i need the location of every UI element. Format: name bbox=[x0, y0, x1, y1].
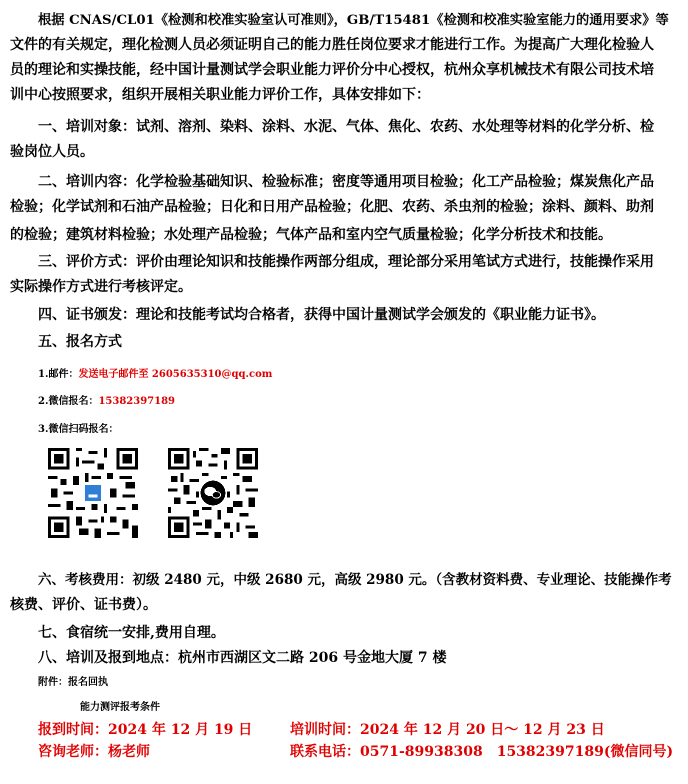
wechat-label: 2.微信报名： bbox=[38, 396, 99, 407]
wechat-value: 15382397189 bbox=[98, 396, 175, 407]
section-5-heading: 五、报名方式 bbox=[38, 334, 122, 350]
registration-wechat bbox=[38, 389, 688, 414]
qr-code-wechat[interactable] bbox=[168, 448, 258, 538]
consultant-teacher: 咨询老师：杨老师 bbox=[38, 744, 150, 760]
section-8: 八、培训及报到地点：杭州市西湖区文二路 206 号金地大厦 7 楼 bbox=[38, 650, 447, 666]
intro-line-4: 训中心按照要求，组织开展相关职业能力评价工作，具体安排如下： bbox=[10, 87, 430, 103]
section-6-line-2: 核费、评价、证书费）。 bbox=[10, 597, 157, 613]
deadline-time: 报到时间：2024 年 12 月 19 日 bbox=[38, 722, 253, 738]
contact-phone: 联系电话：0571-89938308 15382397189(微信同号) bbox=[290, 744, 674, 760]
section-3-line-2: 实际操作方式进行考核评定。 bbox=[10, 279, 192, 295]
section-1-line-1: 一、培训对象：试剂、溶剂、染料、涂料、水泥、气体、焦化、农药、水处理等材料的化学分析、检 bbox=[38, 119, 654, 135]
attachment-item: 能力测评报考条件 bbox=[80, 702, 160, 713]
section-3-line-1: 三、评价方式：评价由理论知识和技能操作两部分组成，理论部分采用笔试方式进行，技能操作采用 bbox=[38, 254, 654, 270]
qr-code-registration[interactable] bbox=[48, 448, 138, 538]
email-label: 1.邮件： bbox=[38, 369, 79, 380]
registration-scan-label: 3.微信扫码报名： bbox=[38, 424, 119, 435]
intro-line-2: 文件的有关规定，理化检测人员必须证明自己的能力胜任岗位要求才能进行工作。为提高广大理化检验人 bbox=[10, 37, 654, 53]
attachment-label: 附件：报名回执 bbox=[38, 677, 108, 688]
section-2-line-3: 的检验；建筑材料检验；水处理产品检验；气体产品和室内空气质量检验；化学分析技术和技能。 bbox=[10, 227, 612, 243]
email-value[interactable]: 发送电子邮件至 2605635310@qq.com bbox=[78, 369, 273, 380]
training-time: 培训时间：2024 年 12 月 20 日～ 12 月 23 日 bbox=[290, 722, 605, 738]
section-1-line-2: 验岗位人员。 bbox=[10, 144, 94, 160]
intro-line-1: 根据 CNAS/CL01《检测和校准实验室认可准则》，GB/T15481《检测和校准实验室能力的通用要求》等 bbox=[38, 13, 669, 28]
section-2-line-2: 检验；化学试剂和石油产品检验；日化和日用产品检验；化肥、农药、杀虫剂的检验；涂料、颜料、助剂 bbox=[10, 199, 654, 215]
section-7: 七、食宿统一安排,费用自理。 bbox=[38, 625, 225, 641]
registration-email bbox=[38, 362, 688, 387]
section-4: 四、证书颁发：理论和技能考试均合格者，获得中国计量测试学会颁发的《职业能力证书》。 bbox=[38, 307, 605, 323]
intro-line-3: 员的理论和实操技能，经中国计量测试学会职业能力评价分中心授权，杭州众享机械技术有限公司技术培 bbox=[10, 62, 654, 78]
section-6-line-1: 六、考核费用：初级 2480 元，中级 2680 元，高级 2980 元。（含教材资料费、专业理论、技能操作考 bbox=[38, 572, 672, 588]
section-2-line-1: 二、培训内容：化学检验基础知识、检验标准；密度等通用项目检验；化工产品检验；煤炭焦化产品 bbox=[38, 174, 654, 190]
